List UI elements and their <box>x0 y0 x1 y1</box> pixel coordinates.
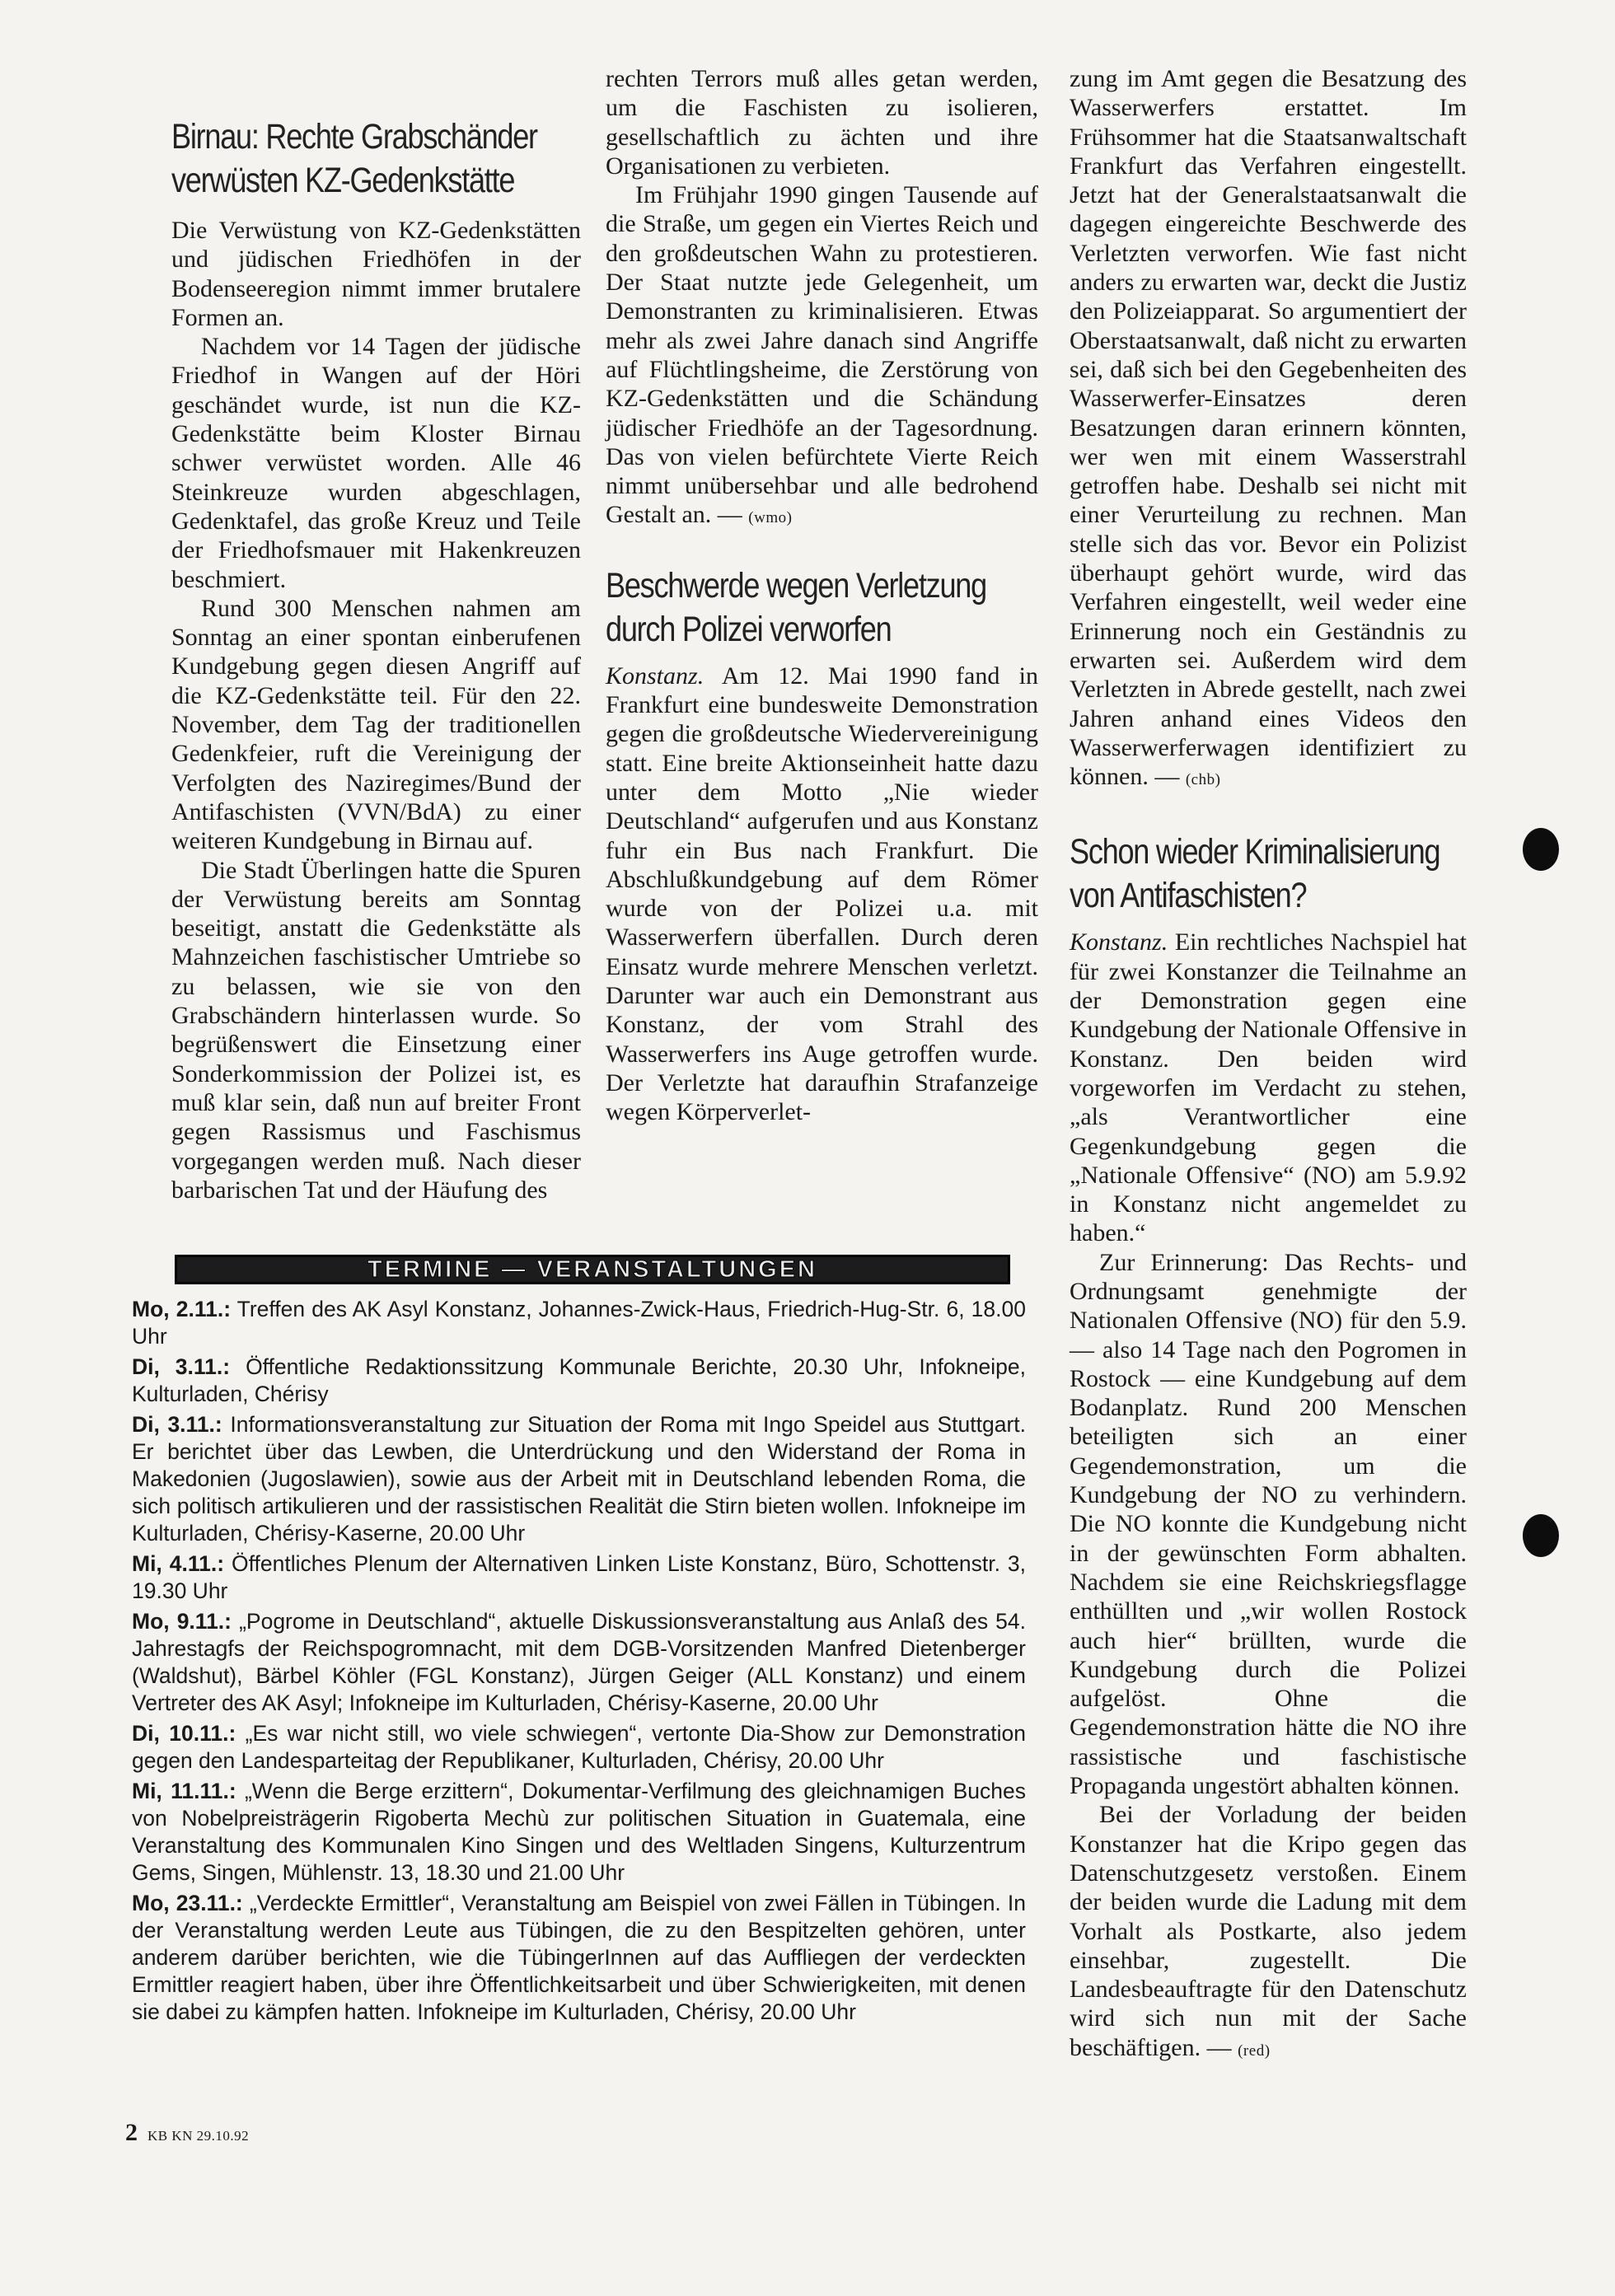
event-text: „Pogrome in Deutschland“, aktuelle Diskussionsveranstaltung aus Anlaß des 54. Jahrestagfs der Reichspogromnacht, mit dem DGB-Vorsitzenden Manfred Dietenberger (Waldshut), Bärbel Köhler (FGL Konstanz), Jürgen Geiger (ALL Konstanz) und einem Vertreter des AK Asyl; Infokneipe im Kulturladen, Chérisy-Kaserne, 20.00 Uhr <box>132 1609 1026 1715</box>
event-text: Informationsveranstaltung zur Situation der Roma mit Ingo Speidel aus Stuttgart. Er berichtet über das Lewben, die Unterdrückung und den Widerstand der Roma in Makedonien (Jugoslawien), sowie aus der Arbeit mit in Deutschland lebenden Roma, die sich politisch artikulieren und der rassistischen Realität die Stirn bieten wollen. Infokneipe im Kulturladen, Chérisy-Kaserne, 20.00 Uhr <box>132 1412 1026 1545</box>
event-item <box>132 1720 1026 1775</box>
event-date: Di, 3.11.: <box>132 1354 231 1379</box>
event-date: Mo, 23.11.: <box>132 1891 243 1915</box>
headline-kriminalisierung: Schon wieder Kriminalisierung von Antifaschisten? <box>1070 832 1440 916</box>
article-kriminalisierung-paragraph: Zur Erinnerung: Das Rechts- und Ordnungsamt genehmigte der Nationalen Offensive (NO) für den 5.9. — also 14 Tage nach den Pogromen in Rostock — eine Kundgebung auf dem Bodanplatz. Rund 200 Menschen beteiligten sich an einer Gegendemonstration, um die Kundgebung der NO zu verhindern. Die NO konnte die Kundgebung nicht in der gewünschten Form abhalten. Nachdem sie eine Reichskriegsflagge enthüllten und „wir wollen Rostock auch hier“ brüllten, wurde die Kundgebung durch die Polizei aufgelöst. Ohne die Gegendemonstration hätte die NO ihre rassistische und faschistische Propaganda ungestört abhalten können. <box>1070 1248 1467 1800</box>
issue-info: KB KN 29.10.92 <box>147 2128 250 2144</box>
article-beschwerde-continuation-text: zung im Amt gegen die Besatzung des Wasserwerfers erstattet. Im Frühsommer hat die Staatsanwaltschaft Frankfurt das Verfahren eingestellt. Jetzt hat der Generalstaatsanwalt die dagegen eingereichte Beschwerde des Verletzten verworfen. Wie fast nicht anders zu erwarten war, deckt die Justiz den Polizeiapparat. So argumentiert der Oberstaatsanwalt, daß nicht zu erwarten sei, daß sich bei den Gegebenheiten des Wasserwerfer-Einsatzes deren Besatzungen daran erinnern könnten, wer wen mit einem Wasserstrahl getroffen habe. Deshalb sei nicht mit einer Verurteilung zu rechnen. Man stelle sich das vor. Bevor ein Polizist überhaupt gehört wurde, wird das Verfahren eingestellt, weil weder eine Erinnerung noch ein Geständnis zu erwarten sei. Außerdem wird dem Verletzten in Abrede gestellt, nach zwei Jahren anhand eines Videos den Wasserwerferwagen identifiziert zu können. — <box>1070 65 1467 791</box>
article-birnau-paragraph: Nachdem vor 14 Tagen der jüdische Friedhof in Wangen auf der Höri geschändet wurde, ist nun die KZ-Gedenkstätte beim Kloster Birnau schwer verwüstet worden. Alle 46 Steinkreuze wurden abgeschlagen, Gedenktafel, das große Kreuz und Teile der Friedhofsmauer mit Hakenkreuzen beschmiert. <box>171 333 581 593</box>
event-list <box>132 1296 1026 2026</box>
headline-birnau: Birnau: Rechte Grabschänder verwüsten KZ-Gedenkstätte <box>171 117 537 200</box>
article-kriminalisierung-paragraph <box>1070 1800 1467 2065</box>
article-beschwerde-body: Am 12. Mai 1990 fand in Frankfurt eine bundesweite Demonstration gegen die großdeutsche Wiedervereinigung statt. Eine breite Aktionseinheit hatte dazu unter dem Motto „Nie wieder Deutschland“ aufgerufen und aus Konstanz fuhr ein Bus nach Frankfurt. Die Abschlußkundgebung auf dem Römer wurde von der Polizei u.a. mit Wasserwerfern überfallen. Durch deren Einsatz wurde mehrere Menschen verletzt. Darunter war auch ein Demonstrant aus Konstanz, der vom Strahl des Wasserwerfers ins Auge getroffen wurde. Der Verletzte hat daraufhin Strafanzeige wegen Körperverlet- <box>606 662 1038 1126</box>
article-kriminalisierung-body: Bei der Vorladung der beiden Konstanzer hat die Kripo gegen das Datenschutzgesetz verstoßen. Einem der beiden wurde die Ladung mit dem Vorhalt als Postkarte, also jedem einsehbar, zugestellt. Die Landesbeauftragte für den Datenschutz wird sich nun mit der Sache beschäftigen. — <box>1070 1801 1467 2061</box>
article-birnau <box>171 115 581 1204</box>
article-birnau-continuation: rechten Terrors muß alles getan werden, um die Faschisten zu isolieren, gesellschaftlich zu ächten und ihre Organisationen zu verbieten. <box>606 65 1038 180</box>
event-item <box>132 1890 1026 2026</box>
event-item <box>132 1550 1026 1605</box>
event-date: Di, 3.11.: <box>132 1412 222 1437</box>
article-beschwerde-text <box>606 662 1038 1127</box>
article-birnau-paragraph: Die Stadt Überlingen hatte die Spuren der Verwüstung bereits am Sonntag beseitigt, anstatt die Gedenkstätte als Mahnzeichen faschistischer Umtriebe so zu belassen, wie sie von den Grabschändern hinterlassen wurde. So begrüßenswert die Einsetzung einer Sonderkommission der Polizei ist, es muß klar sein, daß nun auf breiter Front gegen Rassismus und Faschismus vorgegangen werden muß. Nach dieser barbarischen Tat und der Häufung des <box>171 856 581 1204</box>
events-banner-label: TERMINE — VERANSTALTUNGEN <box>367 1256 817 1283</box>
events-section <box>132 1255 1026 2029</box>
punch-hole <box>1523 1514 1559 1557</box>
page-number: 2 <box>125 2119 138 2146</box>
column-middle <box>606 64 1038 1127</box>
event-text: „Verdeckte Ermittler“, Veranstaltung am Beispiel von zwei Fällen in Tübingen. In der Veranstaltung werden Leute aus Tübingen, die zu den Bespitzelten gehören, unter anderem darüber berichten, wie die TübingerInnen auf das Auffliegen der verdeckten Ermittler reagiert haben, über ihre Öffentlichkeitsarbeit und über Schwierigkeiten, mit denen sie dabei zu kämpfen hatten. Infokneipe im Kulturladen, Chérisy, 20.00 Uhr <box>132 1891 1026 2024</box>
event-text: Öffentliche Redaktionssitzung Kommunale Berichte, 20.30 Uhr, Infokneipe, Kulturladen, Chérisy <box>132 1354 1026 1406</box>
article-birnau-last-paragraph <box>606 180 1038 533</box>
event-date: Mo, 9.11.: <box>132 1609 232 1634</box>
punch-hole <box>1523 828 1559 871</box>
event-date: Mo, 2.11.: <box>132 1297 232 1321</box>
event-item <box>132 1296 1026 1350</box>
dateline: Konstanz. <box>1070 928 1168 956</box>
article-birnau-paragraph: Die Verwüstung von KZ-Gedenkstätten und jüdischen Friedhöfen in der Bodenseeregion nimmt immer brutalere Formen an. <box>171 217 581 331</box>
event-item <box>132 1354 1026 1408</box>
event-date: Mi, 4.11.: <box>132 1551 225 1576</box>
event-item <box>132 1778 1026 1887</box>
page-footer <box>125 2119 249 2147</box>
article-birnau-paragraph: Rund 300 Menschen nahmen am Sonntag an einer spontan einberufenen Kundgebung gegen diesen Angriff auf die KZ-Gedenkstätte teil. Für den 22. November, dem Tag der traditionellen Gedenkfeier, ruft die Vereinigung der Verfolgten des Naziregimes/Bund der Antifaschisten (VVN/BdA) zu einer weiteren Kundgebung in Birnau auf. <box>171 594 581 855</box>
column-right <box>1070 64 1467 2065</box>
article-birnau-last-text: Im Frühjahr 1990 gingen Tausende auf die Straße, um gegen ein Viertes Reich und den großdeutschen Wahn zu protestieren. Der Staat nutzte jede Gelegenheit, um Demonstranten zu kriminalisieren. Etwas mehr als zwei Jahre danach sind Angriffe auf Flüchtlingsheime, die Zerstörung von KZ-Gedenkstätten und die Schändung jüdischer Friedhöfe an der Tagesordnung. Das von vielen befürchtete Vierte Reich nimmt unübersehbar und alle bedrohend Gestalt an. — <box>606 181 1038 529</box>
event-item <box>132 1608 1026 1717</box>
headline-beschwerde: Beschwerde wegen Verletzung durch Polizei verworfen <box>606 565 986 649</box>
dateline: Konstanz. <box>606 662 705 690</box>
article-beschwerde-continuation <box>1070 64 1467 794</box>
event-item <box>132 1411 1026 1547</box>
events-banner <box>175 1255 1010 1284</box>
event-date: Mi, 11.11.: <box>132 1779 236 1803</box>
signature-chb: (chb) <box>1185 771 1221 789</box>
event-text: Treffen des AK Asyl Konstanz, Johannes-Zwick-Haus, Friedrich-Hug-Str. 6, 18.00 Uhr <box>132 1297 1026 1349</box>
signature-red: (red) <box>1238 2041 1271 2060</box>
event-text: „Es war nicht still, wo viele schwiegen“, vertonte Dia-Show zur Demonstration gegen den Landesparteitag der Republikaner, Kulturladen, Chérisy, 20.00 Uhr <box>132 1721 1026 1773</box>
event-text: Öffentliches Plenum der Alternativen Linken Liste Konstanz, Büro, Schottenstr. 3, 19.30 Uhr <box>132 1551 1027 1603</box>
signature-wmo: (wmo) <box>748 509 793 527</box>
event-text: „Wenn die Berge erzittern“, Dokumentar-Verfilmung des gleichnamigen Buches von Nobelpreisträgerin Rigoberta Mechù zur politischen Situation in Guatemala, eine Veranstaltung des Kommunalen Kino Singen und des Weltladen Singens, Kulturzentrum Gems, Singen, Mühlenstr. 13, 18.30 und 21.00 Uhr <box>132 1779 1026 1885</box>
article-kriminalisierung-paragraph <box>1070 928 1467 1247</box>
article-kriminalisierung-body: Ein rechtliches Nachspiel hat für zwei Konstanzer die Teilnahme an der Demonstration gegen eine Kundgebung der Nationale Offensive in Konstanz. Den beiden wird vorgeworfen im Verdacht zu stehen, „als Verantwortlicher eine Gegenkundgebung gegen die „Nationale Offensive“ (NO) am 5.9.92 in Konstanz nicht angemeldet zu haben.“ <box>1070 928 1468 1247</box>
event-date: Di, 10.11.: <box>132 1721 236 1746</box>
